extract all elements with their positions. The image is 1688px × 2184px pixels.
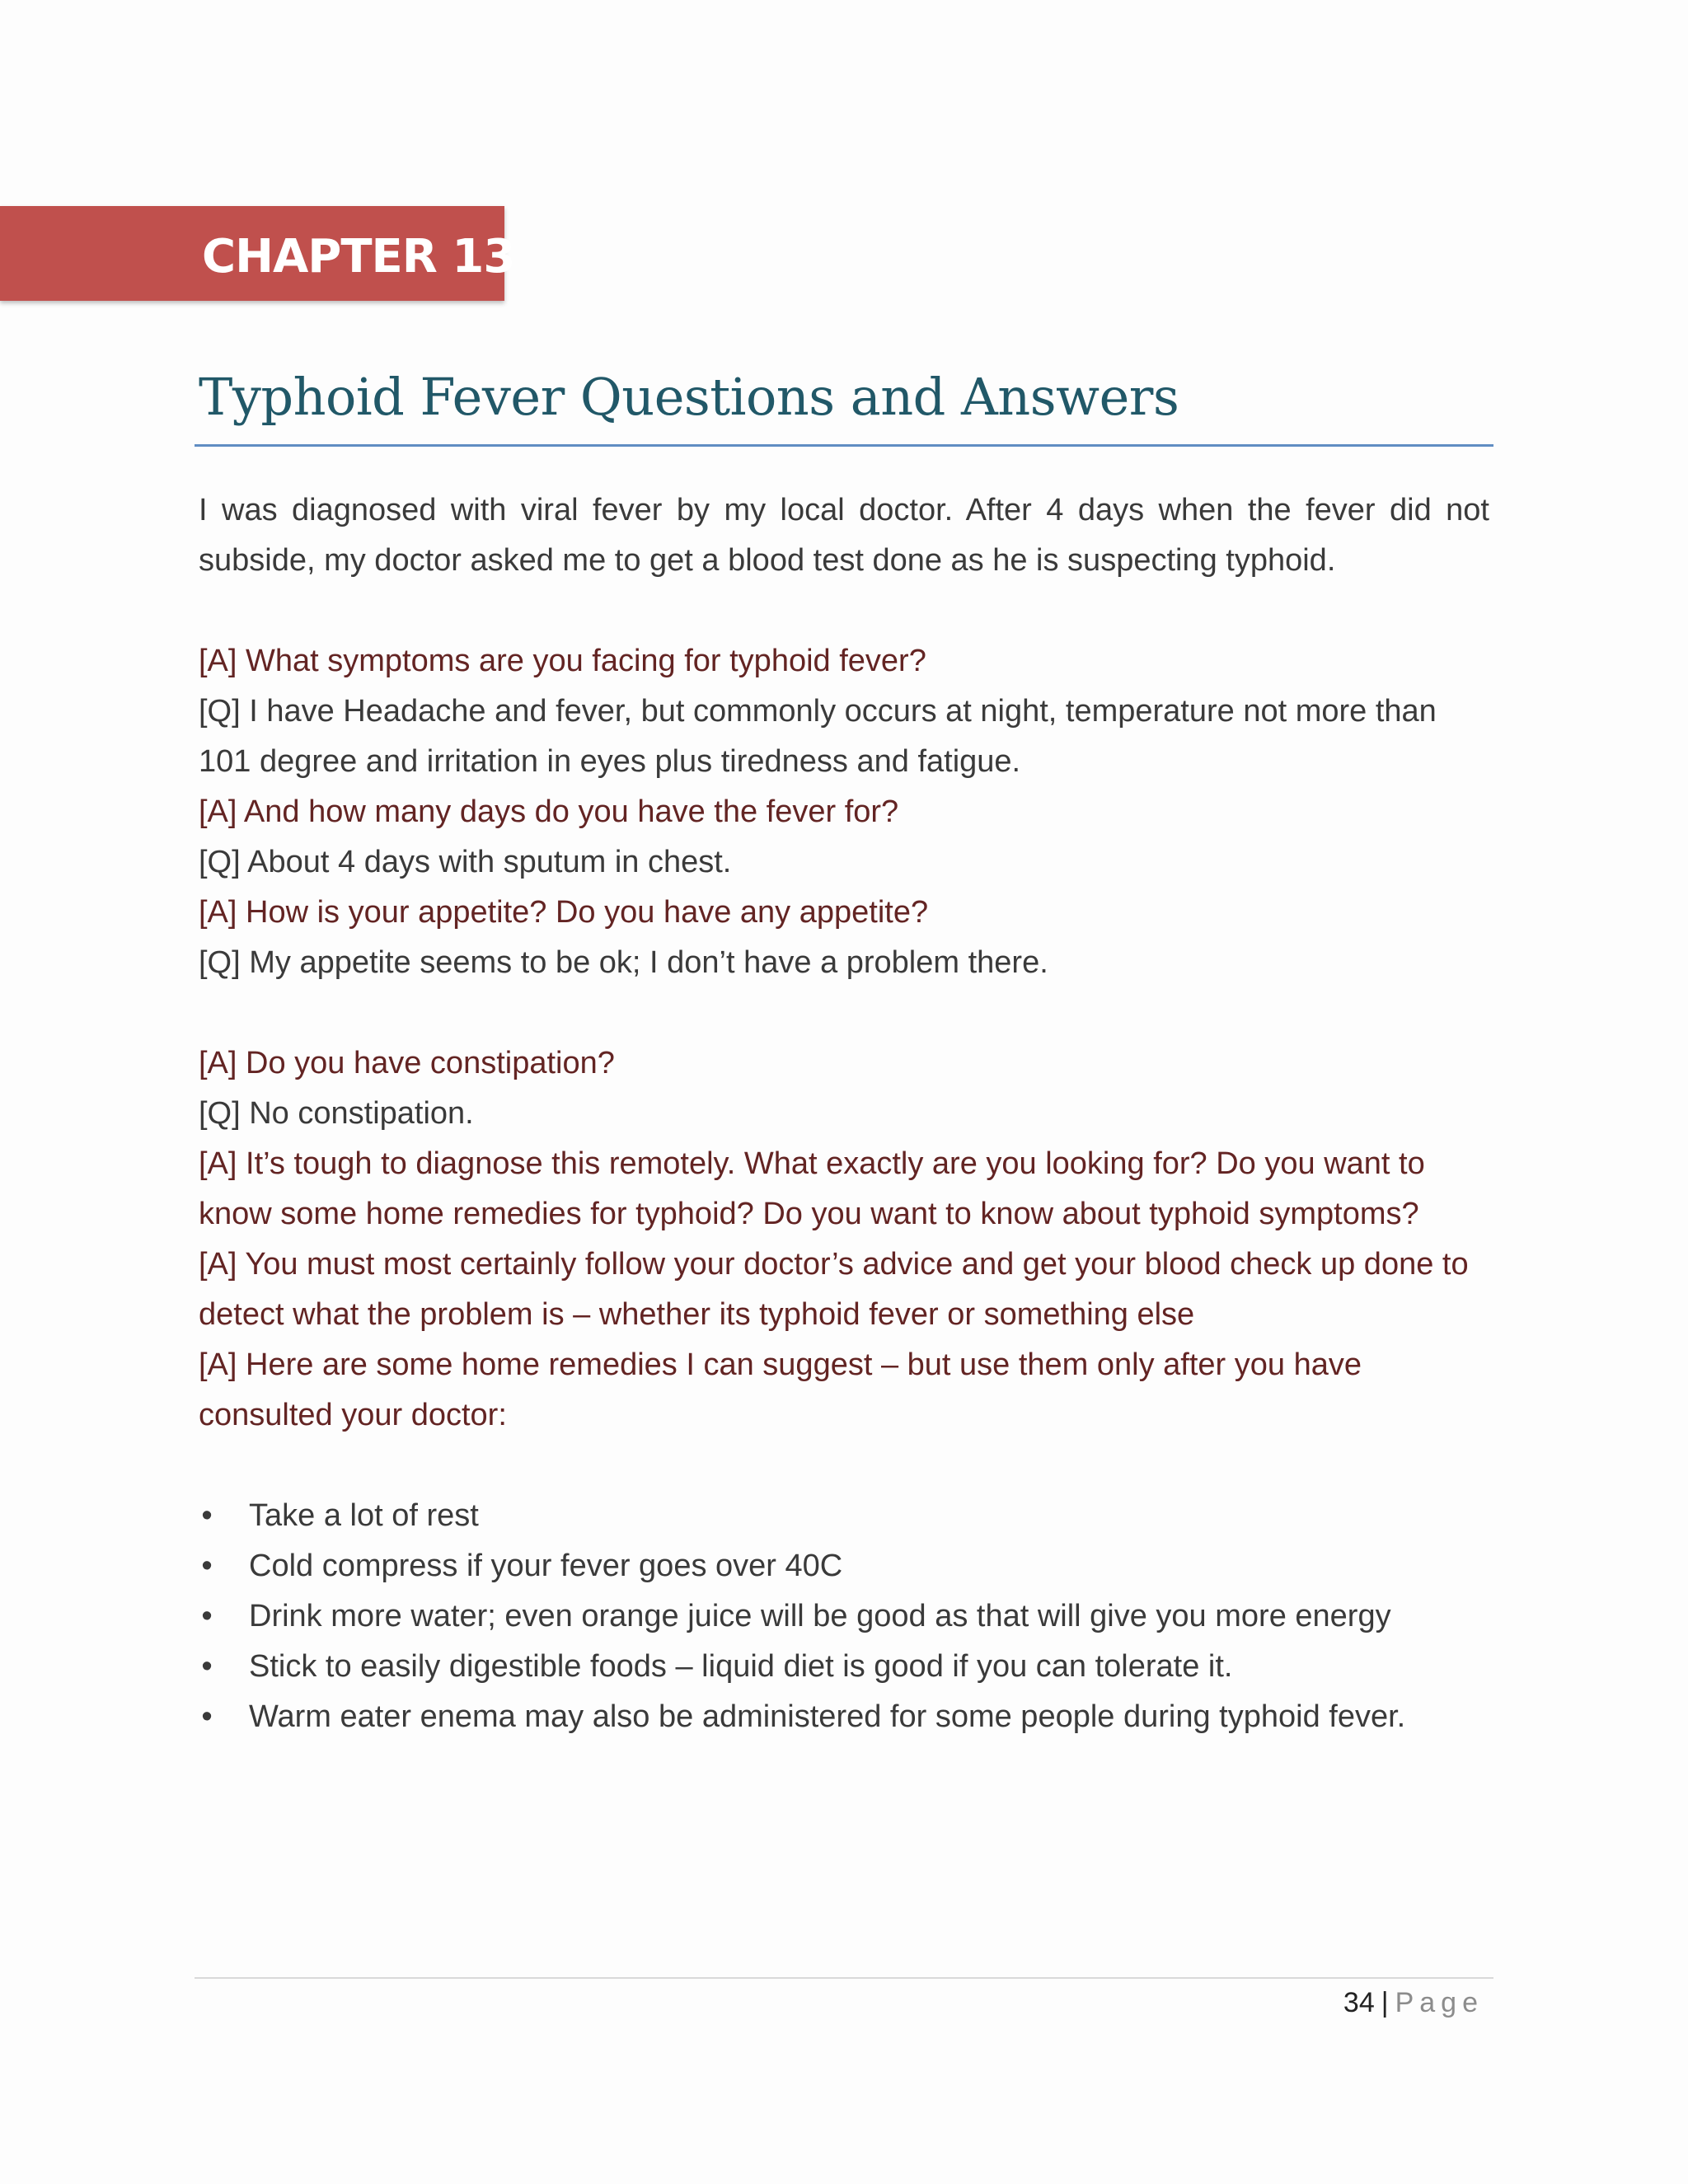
- bullet-icon: •: [201, 1699, 213, 1734]
- spacer: [199, 586, 1489, 636]
- footer-separator: |: [1381, 1987, 1389, 2018]
- page-body: [199, 485, 1489, 1742]
- bullet-icon: •: [201, 1599, 213, 1633]
- bullet-icon: •: [201, 1549, 213, 1583]
- qa-block-2: [199, 1038, 1489, 1441]
- list-item: [199, 1491, 1489, 1541]
- qa-question-line: [Q] No constipation.: [199, 1096, 474, 1131]
- intro-paragraph: I was diagnosed with viral fever by my local doctor. After 4 days when the fever did not subside, my doctor asked me to get a blood test done as he is suspecting typhoid.: [199, 493, 1489, 578]
- qa-answer-line: [A] How is your appetite? Do you have any appetite?: [199, 895, 929, 930]
- list-item: [199, 1642, 1489, 1692]
- remedies-list: [199, 1491, 1489, 1742]
- qa-block-1: [199, 636, 1489, 988]
- chapter-label: CHAPTER 13: [202, 230, 515, 284]
- list-item-text: Cold compress if your fever goes over 40C: [249, 1549, 843, 1583]
- list-item: [199, 1692, 1489, 1742]
- page-number: 34: [1343, 1987, 1375, 2018]
- qa-question-line: [Q] I have Headache and fever, but commonly occurs at night, temperature not more than 101 degree and irritation in eyes plus tiredness and fatigue.: [199, 694, 1437, 779]
- qa-answer-line: [A] It’s tough to diagnose this remotely. What exactly are you looking for? Do you want to know some home remedies for typhoid? Do you want to know about typhoid symptoms?: [199, 1146, 1425, 1231]
- qa-question-line: [Q] About 4 days with sputum in chest.: [199, 845, 732, 879]
- title-underline: [195, 444, 1493, 447]
- list-item-text: Warm eater enema may also be administered for some people during typhoid fever.: [249, 1699, 1406, 1734]
- list-item: [199, 1591, 1489, 1642]
- bullet-icon: •: [201, 1649, 213, 1684]
- qa-question-line: [Q] My appetite seems to be ok; I don’t have a problem there.: [199, 945, 1048, 980]
- list-item: [199, 1541, 1489, 1591]
- bullet-icon: •: [201, 1498, 213, 1533]
- list-item-text: Stick to easily digestible foods – liquid diet is good if you can tolerate it.: [249, 1649, 1233, 1684]
- page-word: Page: [1395, 1987, 1484, 2018]
- spacer: [199, 988, 1489, 1038]
- spacer: [199, 1441, 1489, 1491]
- chapter-banner: [0, 206, 515, 301]
- qa-answer-line: [A] Here are some home remedies I can suggest – but use them only after you have consulted your doctor:: [199, 1347, 1362, 1432]
- footer-divider: [195, 1977, 1493, 1979]
- list-item-text: Take a lot of rest: [249, 1498, 479, 1533]
- qa-answer-line: [A] And how many days do you have the fever for?: [199, 794, 899, 829]
- qa-answer-line: [A] What symptoms are you facing for typhoid fever?: [199, 644, 926, 678]
- page-footer: [1343, 1982, 1484, 2023]
- qa-answer-line: [A] You must most certainly follow your doctor’s advice and get your blood check up done to detect what the problem is – whether its typhoid fever or something else: [199, 1247, 1469, 1332]
- qa-answer-line: [A] Do you have constipation?: [199, 1046, 615, 1080]
- page-title: Typhoid Fever Questions and Answers: [199, 367, 1179, 427]
- list-item-text: Drink more water; even orange juice will be good as that will give you more energy: [249, 1599, 1391, 1633]
